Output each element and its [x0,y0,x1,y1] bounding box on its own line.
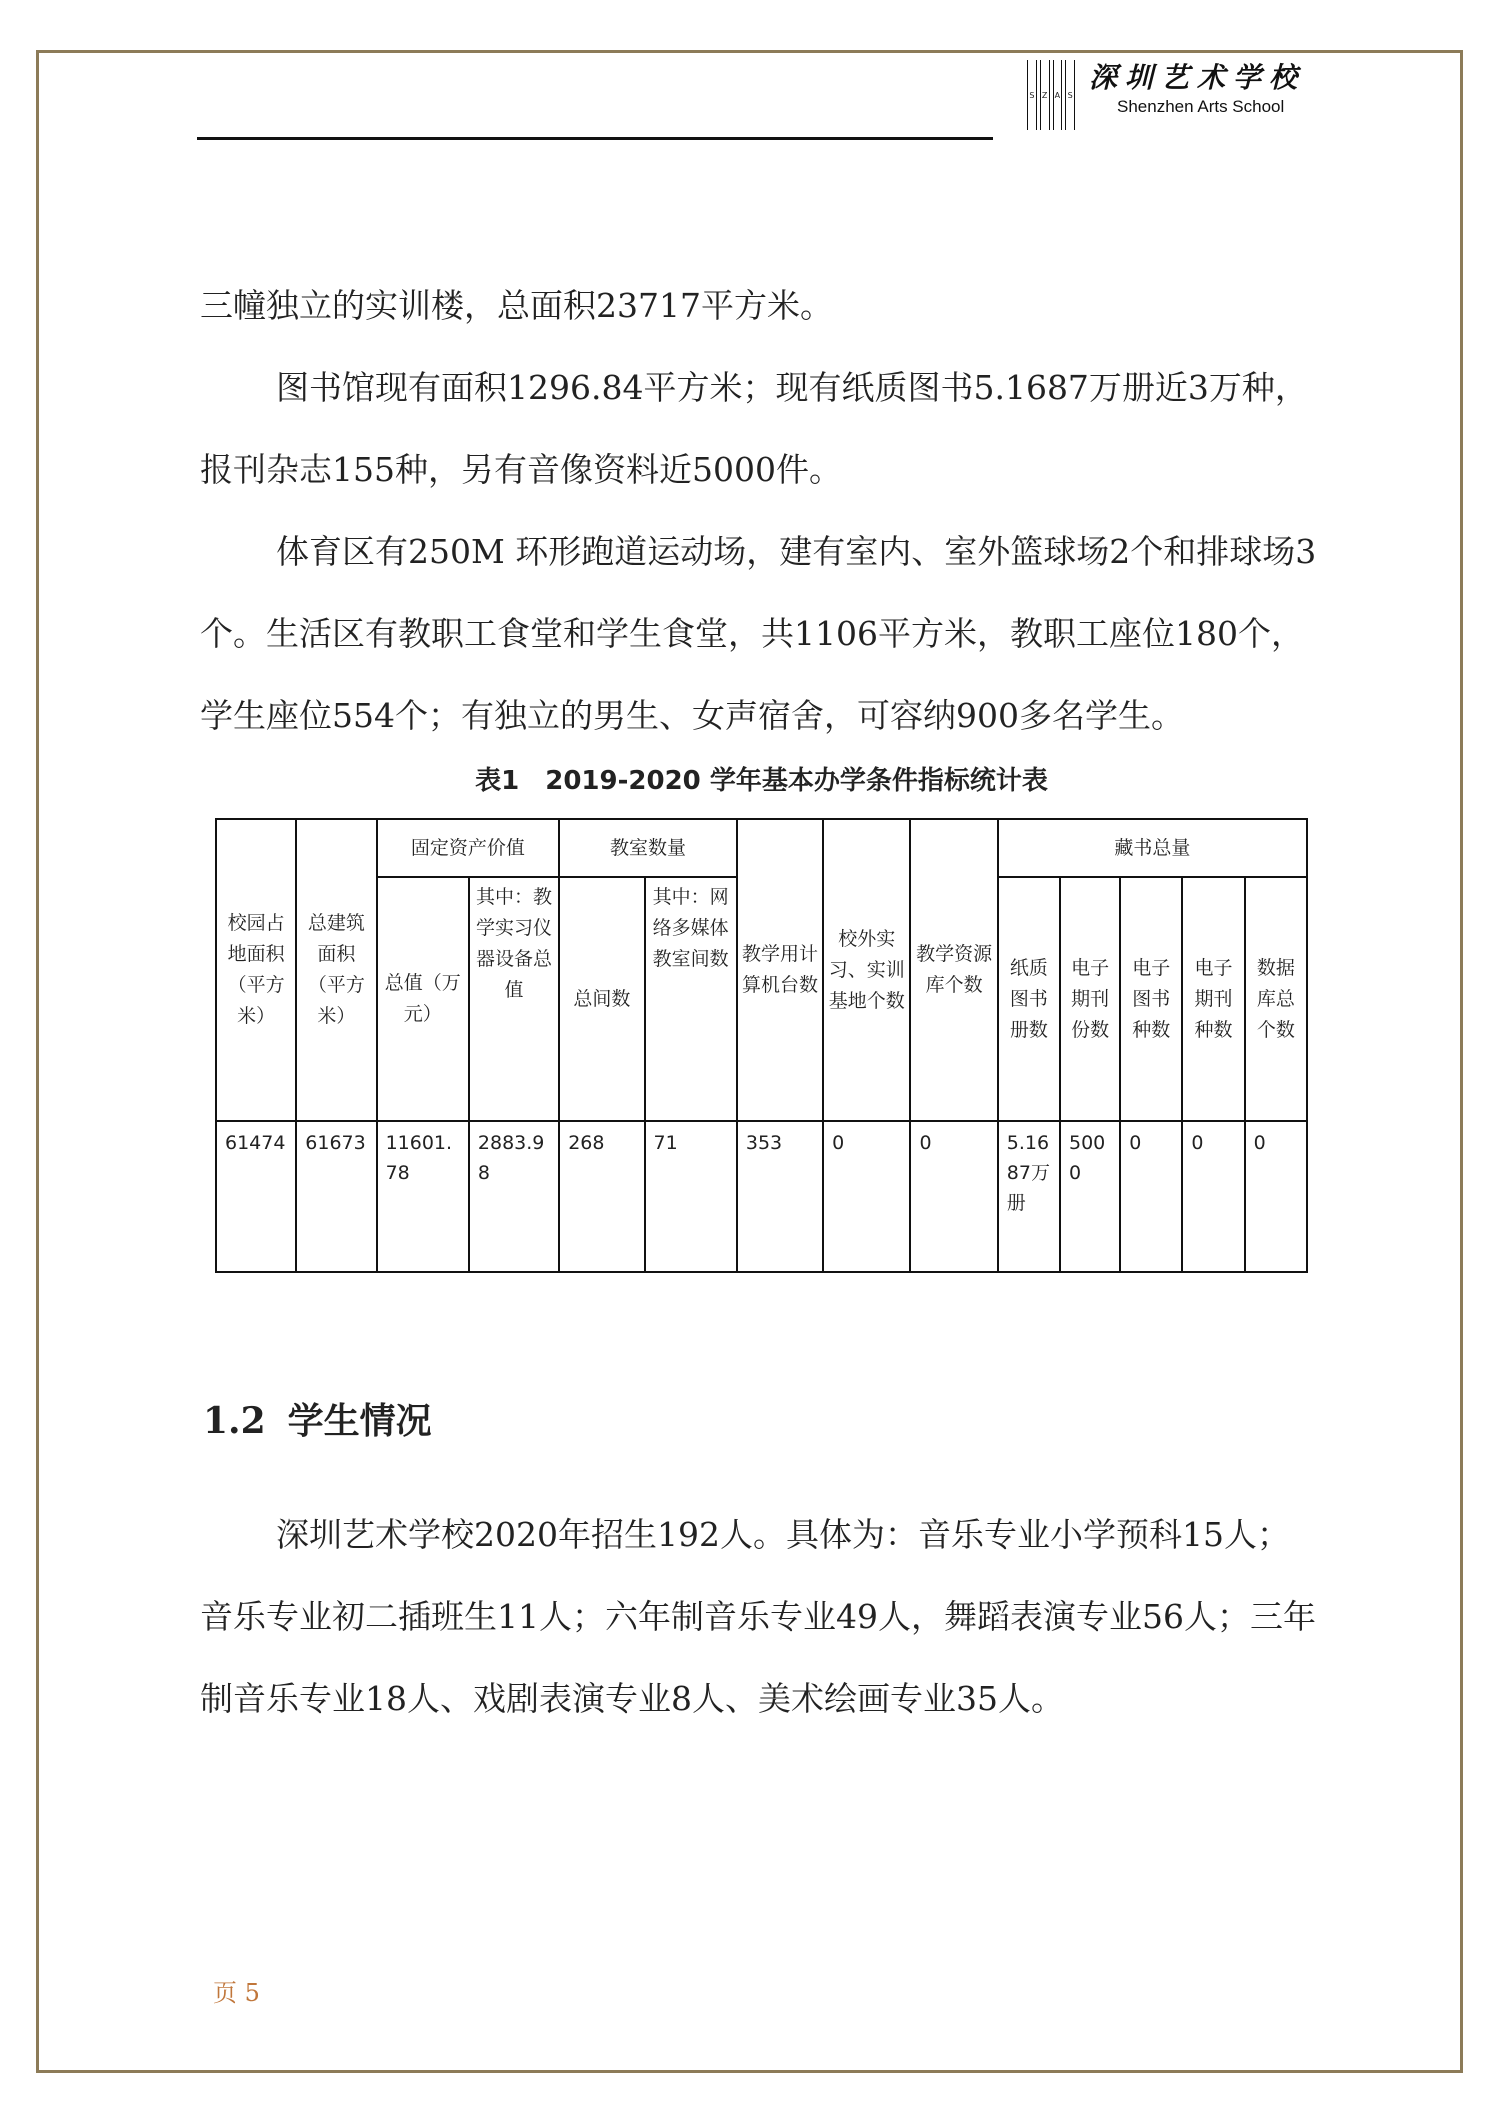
header-bases: 校外实习、实训基地个数 [823,819,910,1121]
logo-mark-letter: Z [1040,60,1050,130]
section-heading [203,1393,432,1444]
logo-mark-letter: S [1065,60,1075,130]
body-paragraph: 三幢独立的实训楼，总面积23717平方米。 [200,286,833,325]
header-classrooms-multimedia: 其中：网络多媒体教室间数 [645,877,737,1121]
header-ejournal-copies: 电子期刊份数 [1060,877,1120,1121]
logo-mark-icon [1027,60,1075,130]
table-cell: 353 [737,1121,823,1272]
table-cell: 0 [910,1121,997,1272]
header-rule [197,137,993,140]
header-computers: 教学用计算机台数 [737,819,823,1121]
school-conditions-table [215,818,1308,1273]
table-cell: 268 [559,1121,644,1272]
logo-mark-letter: S [1027,60,1037,130]
header-resources: 教学资源库个数 [910,819,997,1121]
table-cell: 61474 [216,1121,296,1272]
table-cell: 0 [1182,1121,1244,1272]
logo-text [1089,60,1305,118]
table-cell: 0 [1120,1121,1182,1272]
table-caption: 表1 2019-2020 学年基本办学条件指标统计表 [475,766,1048,796]
logo-mark-letter: A [1053,60,1063,130]
body-paragraph: 深圳艺术学校2020年招生192人。具体为：音乐专业小学预科15人；音乐专业初二插班生11人；六年制音乐专业49人，舞蹈表演专业56人；三年制音乐专业18人、戏剧表演专业8人、美术绘画专业35人。 [200,1515,1316,1718]
school-logo [1027,60,1327,138]
logo-chinese-name: 深圳艺术学校 [1089,61,1306,94]
header-books-paper: 纸质图书册数 [998,877,1060,1121]
table-cell: 2883.98 [469,1121,559,1272]
table-cell: 5.1687万册 [998,1121,1060,1272]
page-number: 页 5 [213,1979,260,2007]
table-cell: 71 [645,1121,737,1272]
section-number: 1.2 [203,1400,266,1442]
table-cell: 5000 [1060,1121,1120,1272]
header-fixed-total: 总值（万元） [377,877,469,1121]
header-fixed-assets: 固定资产价值 [377,819,560,877]
logo-english-name: Shenzhen Arts School [1117,97,1285,116]
header-databases: 数据库总个数 [1245,877,1307,1121]
header-classrooms: 教室数量 [559,819,737,877]
body-paragraph: 图书馆现有面积1296.84平方米；现有纸质图书5.1687万册近3万种，报刊杂志155种，另有音像资料近5000件。 [200,368,1308,489]
section-title: 学生情况 [287,1400,432,1442]
header-ebook-types: 电子图书种数 [1120,877,1182,1121]
header-building-area: 总建筑面积（平方米） [296,819,376,1121]
header-books: 藏书总量 [998,819,1307,877]
header-campus-area: 校园占地面积（平方米） [216,819,296,1121]
header-classrooms-total: 总间数 [559,877,644,1121]
header-fixed-equipment: 其中：教学实习仪器设备总值 [469,877,559,1121]
table-cell: 11601.78 [377,1121,469,1272]
table-cell: 61673 [296,1121,376,1272]
table-cell: 0 [1245,1121,1307,1272]
header-ejournal-types: 电子期刊种数 [1182,877,1244,1121]
body-paragraph: 体育区有250M 环形跑道运动场，建有室内、室外篮球场2个和排球场3个。生活区有教职工食堂和学生食堂，共1106平方米，教职工座位180个，学生座位554个；有独立的男生、女声宿舍，可容纳900多名学生。 [200,532,1317,735]
table-cell: 0 [823,1121,910,1272]
